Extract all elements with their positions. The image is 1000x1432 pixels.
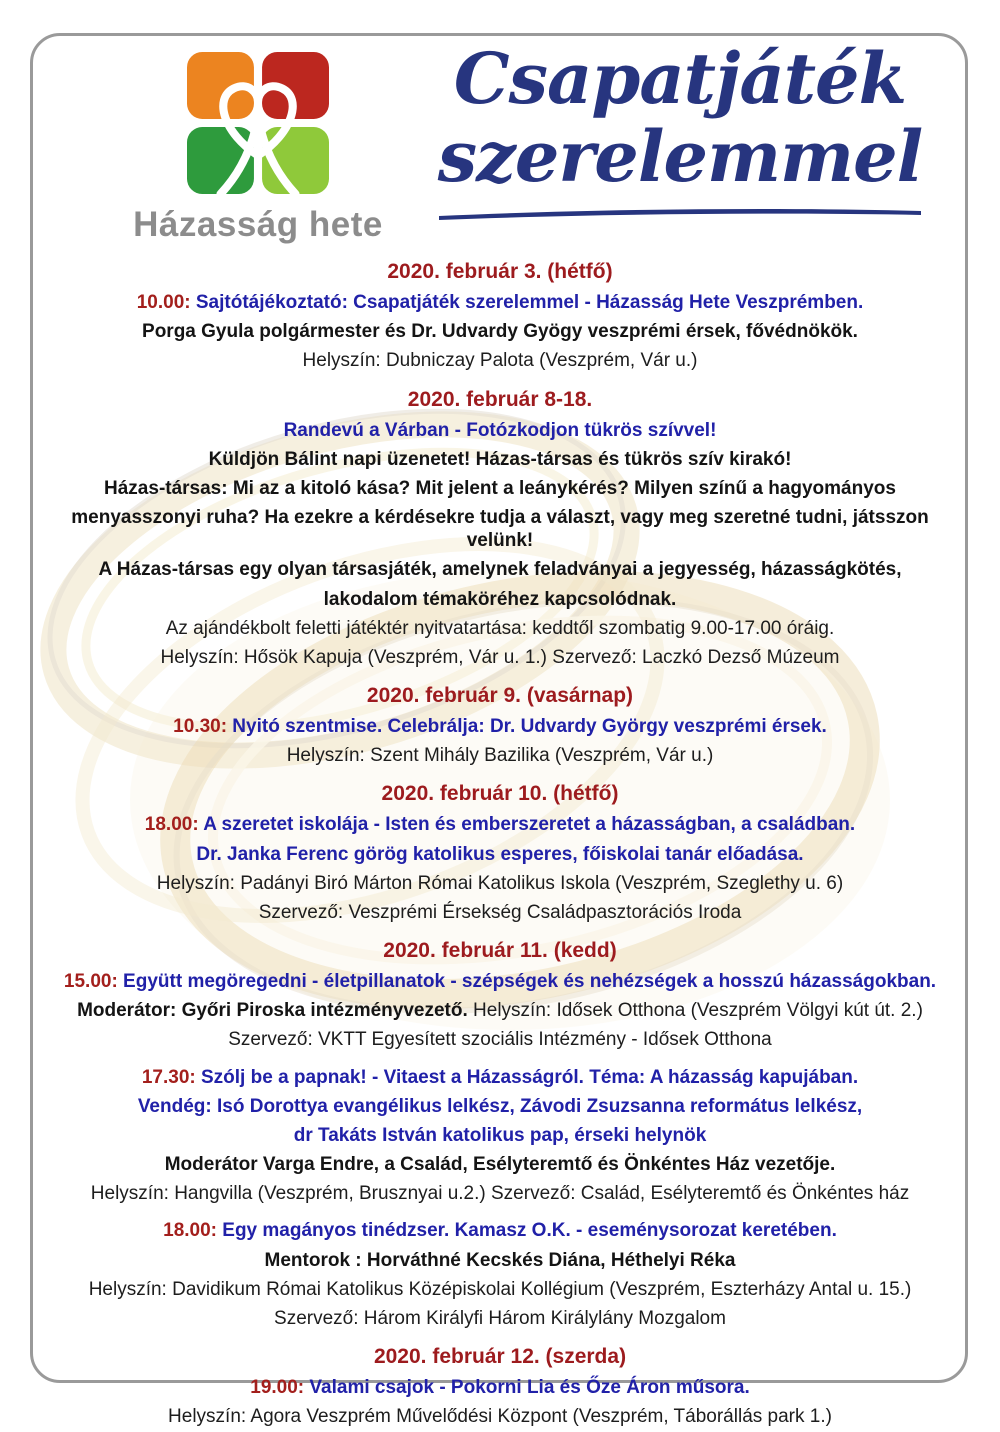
text-segment-time: 19.00: bbox=[250, 1377, 305, 1399]
text-segment-bold: menyasszonyi ruha? Ha ezekre a kérdésekre tudja a választ, vagy meg szeretné tudni, játsszon velünk! bbox=[71, 507, 929, 552]
date-heading: 2020. február 9. (vasárnap) bbox=[366, 684, 634, 708]
schedule-line bbox=[40, 474, 960, 503]
text-segment-blue: Egy magányos tinédzser. Kamasz O.K. - eseménysorozat keretében. bbox=[217, 1220, 837, 1242]
schedule-block bbox=[40, 935, 960, 1055]
schedule-line bbox=[40, 643, 960, 672]
schedule-line bbox=[40, 503, 960, 555]
text-segment-blue: Randevú a Várban - Fotózkodjon tükrös szívvel! bbox=[283, 419, 717, 441]
text-segment-blue: Sajtótájékoztató: Csapatjáték szerelemmel - Házasság Hete Veszprémben. bbox=[190, 292, 864, 313]
text-segment-plain: Szervező: VKTT Egyesített szociális Intézmény - Idősek Otthona bbox=[228, 1029, 772, 1051]
text-segment-bold: Küldjön Bálint napi üzenetet! Házas-társas és tükrös szív kirakó! bbox=[208, 448, 792, 470]
text-segment-bold: Porga Gyula polgármester és Dr. Udvardy Gyögy veszprémi érsek, fővédnökök. bbox=[142, 321, 858, 343]
schedule-line bbox=[40, 996, 960, 1025]
schedule-line bbox=[40, 1063, 960, 1092]
schedule-block bbox=[40, 680, 960, 770]
schedule-line bbox=[40, 1025, 960, 1054]
text-segment-time: 17.30: bbox=[141, 1066, 196, 1088]
text-segment-blue: Szólj be a papnak! - Vitaest a Házasságról. Téma: A házasság kapujában. bbox=[195, 1066, 859, 1088]
text-segment-plain: Az ajándékbolt feletti játéktér nyitvatartása: keddtől szombatig 9.00-17.00 óráig. bbox=[165, 617, 835, 639]
schedule-line bbox=[40, 555, 960, 584]
text-segment-plain: Helyszín: Szent Mihály Bazilika (Veszprém, Vár u.) bbox=[286, 745, 714, 767]
text-segment-bold: lakodalom témaköréhez kapcsolódnak. bbox=[323, 588, 677, 610]
schedule-line bbox=[40, 967, 960, 996]
text-segment-bold: A Házas-társas egy olyan társasjáték, amelynek feladványai a jegyesség, házasságkötés, bbox=[98, 559, 902, 581]
date-heading: 2020. február 12. (szerda) bbox=[373, 1345, 627, 1369]
text-segment-plain: Helyszín: Agora Veszprém Művelődési Központ (Veszprém, Táborállás park 1.) bbox=[168, 1406, 832, 1428]
schedule-block bbox=[40, 256, 960, 376]
text-segment-plain: Helyszín: Padányi Biró Márton Római Katolikus Iskola (Veszprém, Szeglethy u. 6) bbox=[156, 872, 844, 894]
schedule-line bbox=[40, 614, 960, 643]
text-segment-blue: Vendég: Isó Dorottya evangélikus lelkész, Závodi Zsuzsanna református lelkész, bbox=[137, 1095, 863, 1117]
text-segment-blue: Dr. Janka Ferenc görög katolikus esperes, főiskolai tanár előadása. bbox=[196, 843, 804, 865]
schedule-line bbox=[40, 445, 960, 474]
text-segment-blue: A szeretet iskolája - Isten és emberszeretet a házasságban, a családban. bbox=[198, 814, 856, 836]
text-segment-bold: Moderátor Varga Endre, a Család, Esélyteremtő és Önkéntes Ház vezetője. bbox=[164, 1154, 836, 1176]
text-segment-plain: Helyszín: Idősek Otthona (Veszprém Völgyi kút út. 2.) bbox=[467, 1000, 923, 1022]
text-segment-plain: Helyszín: Hangvilla (Veszprém, Brusznyai u.2.) Szervező: Család, Esélyteremtő és Önkéntes ház bbox=[90, 1183, 910, 1205]
schedule-line bbox=[40, 1150, 960, 1179]
text-segment-time: 10.30: bbox=[173, 716, 228, 738]
marriage-week-logo-icon bbox=[187, 52, 329, 194]
date-heading: 2020. február 3. (hétfő) bbox=[387, 260, 613, 283]
text-segment-plain: Szervező: Három Királyfi Három Királylány Mozgalom bbox=[274, 1307, 726, 1329]
schedule-line bbox=[40, 898, 960, 927]
schedule-line bbox=[40, 585, 960, 614]
schedule-line bbox=[40, 416, 960, 445]
text-segment-bold: Házas-társas: Mi az a kitoló kása? Mit jelent a leánykérés? Milyen színű a hagyományos bbox=[104, 477, 896, 499]
schedule-line bbox=[40, 346, 960, 375]
poster-title bbox=[420, 37, 940, 220]
schedule-block bbox=[40, 778, 960, 927]
text-segment-blue: Valami csajok - Pokorni Lia és Őze Áron műsora. bbox=[304, 1377, 750, 1399]
schedule-line bbox=[40, 712, 960, 741]
poster-title-line1: Csapatjáték bbox=[453, 37, 907, 120]
text-segment-plain: Helyszín: Hősök Kapuja (Veszprém, Vár u. 1.) Szervező: Laczkó Dezső Múzeum bbox=[160, 646, 840, 668]
marriage-week-logo-block bbox=[58, 52, 458, 245]
schedule-line bbox=[40, 741, 960, 770]
schedule-line bbox=[40, 1373, 960, 1402]
schedule bbox=[40, 256, 960, 1432]
schedule-line bbox=[40, 1092, 960, 1121]
text-segment-blue: Együtt megöregedni - életpillanatok - szépségek és nehézségek a hosszú házasságokban. bbox=[117, 971, 937, 993]
schedule-line bbox=[40, 840, 960, 869]
schedule-line bbox=[40, 1179, 960, 1208]
schedule-line bbox=[40, 1246, 960, 1275]
text-segment-time: 18.00: bbox=[163, 1220, 217, 1242]
schedule-line bbox=[40, 810, 960, 839]
schedule-line bbox=[40, 1402, 960, 1431]
poster-title-line2: szerelemmel bbox=[437, 115, 923, 199]
text-segment-plain: Helyszín: Davidikum Római Katolikus Középiskolai Kollégium (Veszprém, Eszterházy Antal u. 15.) bbox=[88, 1278, 912, 1300]
text-segment-plain: Helyszín: Dubniczay Palota (Veszprém, Vár u.) bbox=[302, 350, 698, 372]
text-segment-plain: Szervező: Veszprémi Érsekség Családpasztorációs Iroda bbox=[258, 901, 742, 923]
title-underline-swoosh bbox=[439, 207, 921, 220]
text-segment-time: 15.00: bbox=[63, 971, 118, 993]
text-segment-bold: Mentorok : Horváthné Kecskés Diána, Héthelyi Réka bbox=[264, 1249, 736, 1271]
schedule-line bbox=[40, 869, 960, 898]
schedule-block bbox=[40, 1216, 960, 1333]
date-heading: 2020. február 11. (kedd) bbox=[383, 939, 617, 963]
text-segment-bold: Moderátor: Győri Piroska intézményvezető. bbox=[77, 1000, 468, 1022]
text-segment-blue: Nyitó szentmise. Celebrálja: Dr. Udvardy György veszprémi érsek. bbox=[227, 716, 827, 738]
schedule-line bbox=[40, 1121, 960, 1150]
text-segment-blue: dr Takáts István katolikus pap, érseki helynök bbox=[293, 1124, 707, 1146]
schedule-block bbox=[40, 1341, 960, 1431]
schedule-line bbox=[40, 288, 960, 317]
date-heading: 2020. február 8-18. bbox=[407, 387, 593, 411]
text-segment-time: 18.00: bbox=[144, 814, 199, 836]
schedule-line bbox=[40, 1304, 960, 1333]
schedule-line bbox=[40, 317, 960, 346]
logo-wordmark: Házasság hete bbox=[133, 205, 383, 244]
date-heading: 2020. február 10. (hétfő) bbox=[381, 782, 619, 806]
schedule-line bbox=[40, 1216, 960, 1245]
schedule-block bbox=[40, 1063, 960, 1209]
text-segment-time: 10.00: bbox=[136, 292, 191, 313]
schedule-block bbox=[40, 384, 960, 673]
schedule-line bbox=[40, 1275, 960, 1304]
